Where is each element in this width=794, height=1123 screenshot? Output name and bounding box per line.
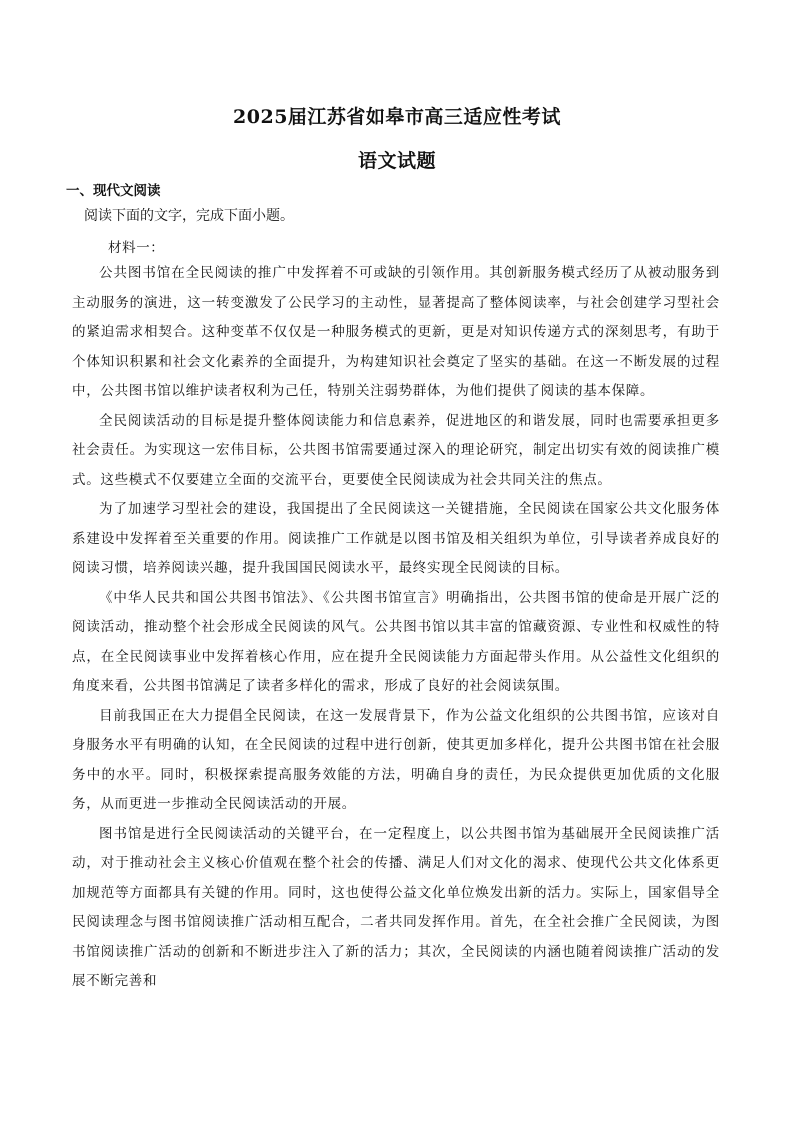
paragraph: 目前我国正在大力提倡全民阅读，在这一发展背景下，作为公益文化组织的公共图书馆，应该对自身服务水平有明确的认知，在全民阅读的过程中进行创新，使其更加多样化，提升公共图书馆在社会服务中的水平。同时，积极探索提高服务效能的方法，明确自身的责任，为民众提供更加优质的文化服务，从而更进一步推动全民阅读活动的开展。	[72, 707, 720, 812]
paragraph: 为了加速学习型社会的建设，我国提出了全民阅读这一关键措施，全民阅读在国家公共文化服务体系建设中发挥着至关重要的作用。阅读推广工作就是以图书馆及相关组织为单位，引导读者养成良好的阅读习惯，培养阅读兴趣，提升我国国民阅读水平，最终实现全民阅读的目标。	[72, 501, 720, 576]
paragraph: 图书馆是进行全民阅读活动的关键平台，在一定程度上，以公共图书馆为基础展开全民阅读推广活动，对于推动社会主义核心价值观在整个社会的传播、满足人们对文化的渴求、使现代公共文化体系更加规范等方面都具有关键的作用。同时，这也使得公益文化单位焕发出新的活力。实际上，国家倡导全民阅读理念与图书馆阅读推广活动相互配合，二者共同发挥作用。首先，在全社会推广全民阅读，为图书馆阅读推广活动的创新和不断进步注入了新的活力；其次，全民阅读的内涵也随着阅读推广活动的发展不断完善和	[72, 825, 720, 989]
exam-subtitle: 语文试题	[357, 150, 436, 172]
section-heading: 一、现代文阅读	[66, 183, 161, 199]
paragraph: 公共图书馆在全民阅读的推广中发挥着不可或缺的引领作用。其创新服务模式经历了从被动服务到主动服务的演进，这一转变激发了公民学习的主动性，显著提高了整体阅读率，与社会创建学习型社会的紧迫需求相契合。这种变革不仅仅是一种服务模式的更新，更是对知识传递方式的深刻思考，有助于个体知识积累和社会文化素养的全面提升，为构建知识社会奠定了坚实的基础。在这一不断发展的过程中，公共图书馆以维护读者权利为己任，特别关注弱势群体，为他们提供了阅读的基本保障。	[72, 265, 720, 399]
material-body	[72, 259, 720, 997]
material-label: 材料一：	[108, 240, 165, 256]
exam-title: 2025届江苏省如皋市高三适应性考试	[233, 106, 561, 128]
paragraph: 《中华人民共和国公共图书馆法》、《公共图书馆宣言》明确指出，公共图书馆的使命是开展广泛的阅读活动，推动整个社会形成全民阅读的风气。公共图书馆以其丰富的馆藏资源、专业性和权威性的特点，在全民阅读事业中发挥着核心作用，应在提升全民阅读能力方面起带头作用。从公益性文化组织的角度来看，公共图书馆满足了读者多样化的需求，形成了良好的社会阅读氛围。	[72, 589, 720, 694]
reading-instruction: 阅读下面的文字，完成下面小题。	[84, 208, 294, 224]
paragraph: 全民阅读活动的目标是提升整体阅读能力和信息素养，促进地区的和谐发展，同时也需要承担更多社会责任。为实现这一宏伟目标，公共图书馆需要通过深入的理论研究，制定出切实有效的阅读推广模式。这些模式不仅要建立全面的交流平台，更要使全民阅读成为社会共同关注的焦点。	[72, 412, 720, 488]
